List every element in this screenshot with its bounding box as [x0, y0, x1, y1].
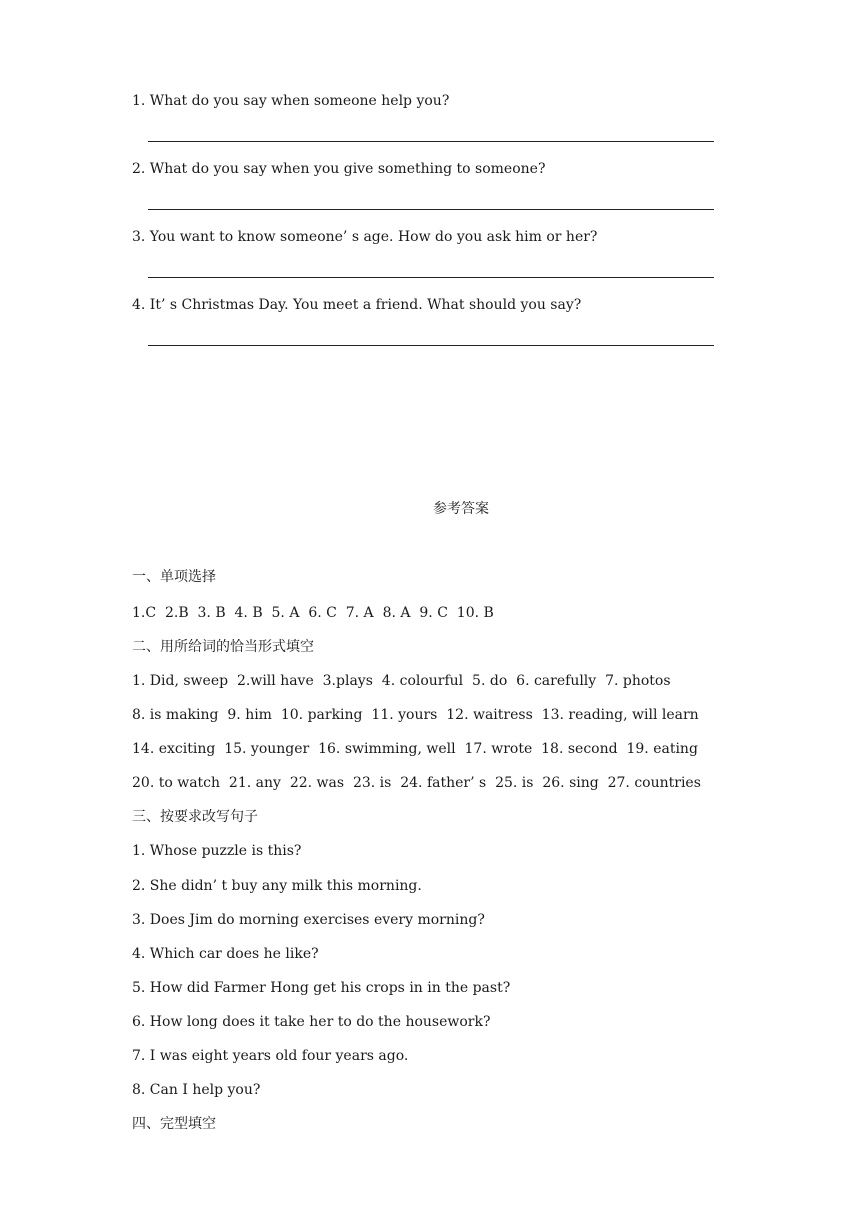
section-3-item-6: 6. How long does it take her to do the housework? — [132, 1014, 491, 1030]
section-2-row-2: 8. is making 9. him 10. parking 11. yours 12. waitress 13. reading, will learn — [132, 707, 699, 723]
section-3-item-3: 3. Does Jim do morning exercises every morning? — [132, 912, 485, 928]
section-2-heading: 二、用所给词的恰当形式填空 — [132, 639, 314, 655]
section-2-row-1: 1. Did, sweep 2.will have 3.plays 4. colourful 5. do 6. carefully 7. photos — [132, 673, 671, 689]
section-3-item-1: 1. Whose puzzle is this? — [132, 843, 302, 859]
section-2-row-4: 20. to watch 21. any 22. was 23. is 24. father’ s 25. is 26. sing 27. countries — [132, 775, 701, 791]
answer-line-2 — [148, 209, 714, 210]
section-1-answers: 1.C 2.B 3. B 4. B 5. A 6. C 7. A 8. A 9. C 10. B — [132, 605, 494, 621]
question-4: 4. It’ s Christmas Day. You meet a friend. What should you say? — [132, 297, 582, 313]
answer-line-4 — [148, 345, 714, 346]
section-4-heading: 四、完型填空 — [132, 1116, 216, 1132]
section-3-item-2: 2. She didn’ t buy any milk this morning. — [132, 878, 422, 894]
question-2: 2. What do you say when you give something to someone? — [132, 161, 546, 177]
answer-line-1 — [148, 141, 714, 142]
section-3-item-8: 8. Can I help you? — [132, 1082, 261, 1098]
section-2-row-3: 14. exciting 15. younger 16. swimming, well 17. wrote 18. second 19. eating — [132, 741, 698, 757]
question-3: 3. You want to know someone’ s age. How do you ask him or her? — [132, 229, 598, 245]
answer-line-3 — [148, 277, 714, 278]
answer-key-title: 参考答案 — [433, 501, 489, 517]
section-1-heading: 一、单项选择 — [132, 569, 216, 585]
section-3-item-4: 4. Which car does he like? — [132, 946, 319, 962]
section-3-heading: 三、按要求改写句子 — [132, 809, 258, 825]
question-1: 1. What do you say when someone help you? — [132, 93, 450, 109]
section-3-item-7: 7. I was eight years old four years ago. — [132, 1048, 409, 1064]
section-3-item-5: 5. How did Farmer Hong get his crops in in the past? — [132, 980, 511, 996]
